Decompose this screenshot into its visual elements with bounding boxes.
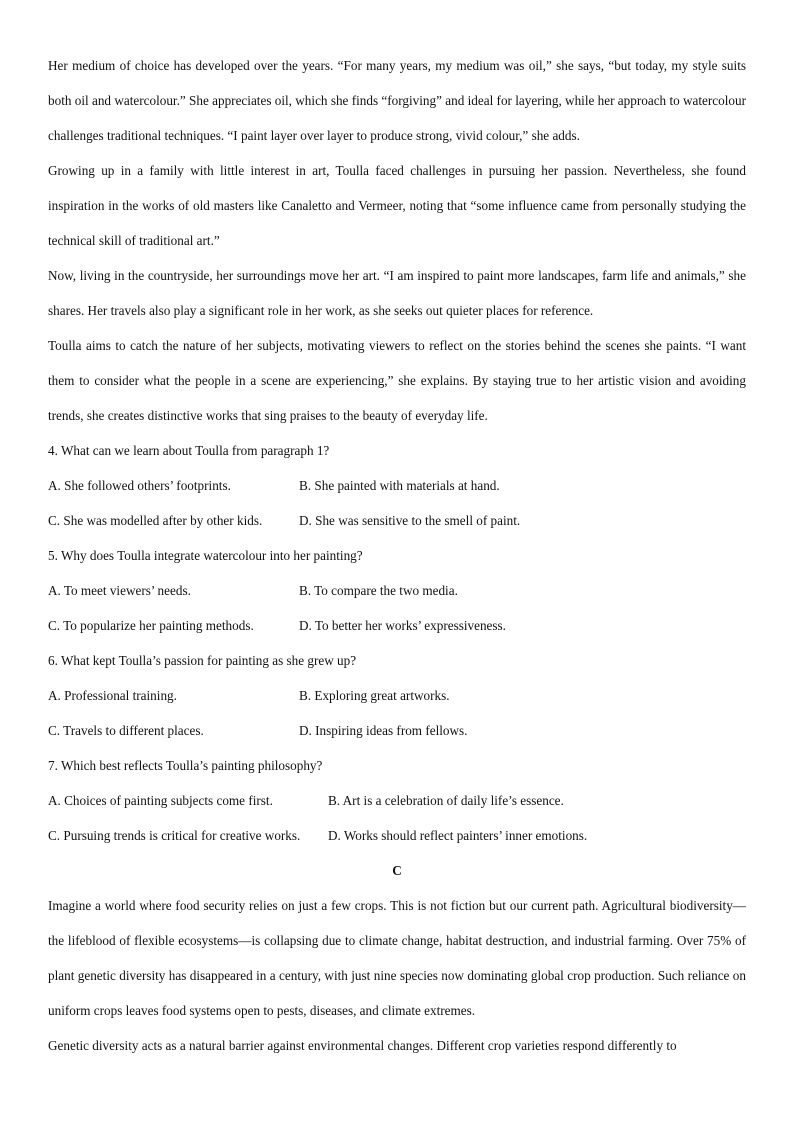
question-7 bbox=[48, 748, 746, 853]
passage-b-paragraph-1: Her medium of choice has developed over the years. “For many years, my medium was oil,” she says, “but today, my style suits both oil and watercolour.” She appreciates oil, which she finds “forgiving” and ideal for layering, while her approach to watercolour challenges traditional techniques. “I paint layer over layer to produce strong, vivid colour,” she adds. bbox=[48, 58, 746, 143]
question-7-options-row-2 bbox=[48, 818, 746, 853]
question-5-stem: 5. Why does Toulla integrate watercolour into her painting? bbox=[48, 548, 363, 563]
question-6-option-b: B. Exploring great artworks. bbox=[299, 688, 450, 703]
question-7-stem: 7. Which best reflects Toulla’s painting philosophy? bbox=[48, 758, 323, 773]
question-7-option-c: C. Pursuing trends is critical for creative works. bbox=[48, 828, 301, 843]
question-6 bbox=[48, 643, 746, 748]
question-6-options-row-2 bbox=[48, 713, 746, 748]
question-5-options-row-1 bbox=[48, 573, 746, 608]
question-6-option-c: C. Travels to different places. bbox=[48, 723, 204, 738]
document-page bbox=[48, 48, 746, 1063]
passage-b-paragraph-3: Now, living in the countryside, her surroundings move her art. “I am inspired to paint more landscapes, farm life and animals,” she shares. Her travels also play a significant role in her work, as she seeks out quieter places for reference. bbox=[48, 268, 746, 318]
question-6-options-row-1 bbox=[48, 678, 746, 713]
passage-b-paragraph-2: Growing up in a family with little interest in art, Toulla faced challenges in pursuing her passion. Nevertheless, she found inspiration in the works of old masters like Canaletto and Vermeer, noting that “some influence came from personally studying the technical skill of traditional art.” bbox=[48, 163, 746, 248]
question-4-option-b: B. She painted with materials at hand. bbox=[299, 478, 500, 493]
section-c-paragraph-2: Genetic diversity acts as a natural barrier against environmental changes. Different crop varieties respond differently to bbox=[48, 1038, 677, 1053]
question-4-option-d: D. She was sensitive to the smell of paint. bbox=[299, 513, 521, 528]
question-7-option-d: D. Works should reflect painters’ inner emotions. bbox=[328, 828, 588, 843]
question-5-options-row-2 bbox=[48, 608, 746, 643]
question-4-stem: 4. What can we learn about Toulla from paragraph 1? bbox=[48, 443, 330, 458]
question-5-option-c: C. To popularize her painting methods. bbox=[48, 618, 254, 633]
section-c-paragraph-1: Imagine a world where food security relies on just a few crops. This is not fiction but our current path. Agricultural biodiversity—the lifeblood of flexible ecosystems—is collapsing due to climate change, habitat destruction, and industrial farming. Over 75% of plant genetic diversity has disappeared in a century, with just nine species now dominating global crop production. Such reliance on uniform crops leaves food systems open to pests, diseases, and climate extremes. bbox=[48, 898, 746, 1018]
question-7-option-b: B. Art is a celebration of daily life’s essence. bbox=[328, 793, 564, 808]
question-4-option-a: A. She followed others’ footprints. bbox=[48, 478, 231, 493]
question-5-option-b: B. To compare the two media. bbox=[299, 583, 458, 598]
question-6-stem: 6. What kept Toulla’s passion for painting as she grew up? bbox=[48, 653, 357, 668]
question-6-option-d: D. Inspiring ideas from fellows. bbox=[299, 723, 468, 738]
question-7-option-a: A. Choices of painting subjects come first. bbox=[48, 793, 273, 808]
question-4-options-row-2 bbox=[48, 503, 746, 538]
question-4-options-row-1 bbox=[48, 468, 746, 503]
passage-b-paragraph-4: Toulla aims to catch the nature of her subjects, motivating viewers to reflect on the stories behind the scenes she paints. “I want them to consider what the people in a scene are experiencing,” she explains. By staying true to her artistic vision and avoiding trends, she creates distinctive works that sing praises to the beauty of everyday life. bbox=[48, 338, 746, 423]
question-7-options-row-1 bbox=[48, 783, 746, 818]
question-5-option-d: D. To better her works’ expressiveness. bbox=[299, 618, 506, 633]
question-4-option-c: C. She was modelled after by other kids. bbox=[48, 513, 263, 528]
section-c-heading: C bbox=[392, 863, 402, 878]
question-6-option-a: A. Professional training. bbox=[48, 688, 177, 703]
question-5 bbox=[48, 538, 746, 643]
question-4 bbox=[48, 433, 746, 538]
question-5-option-a: A. To meet viewers’ needs. bbox=[48, 583, 191, 598]
